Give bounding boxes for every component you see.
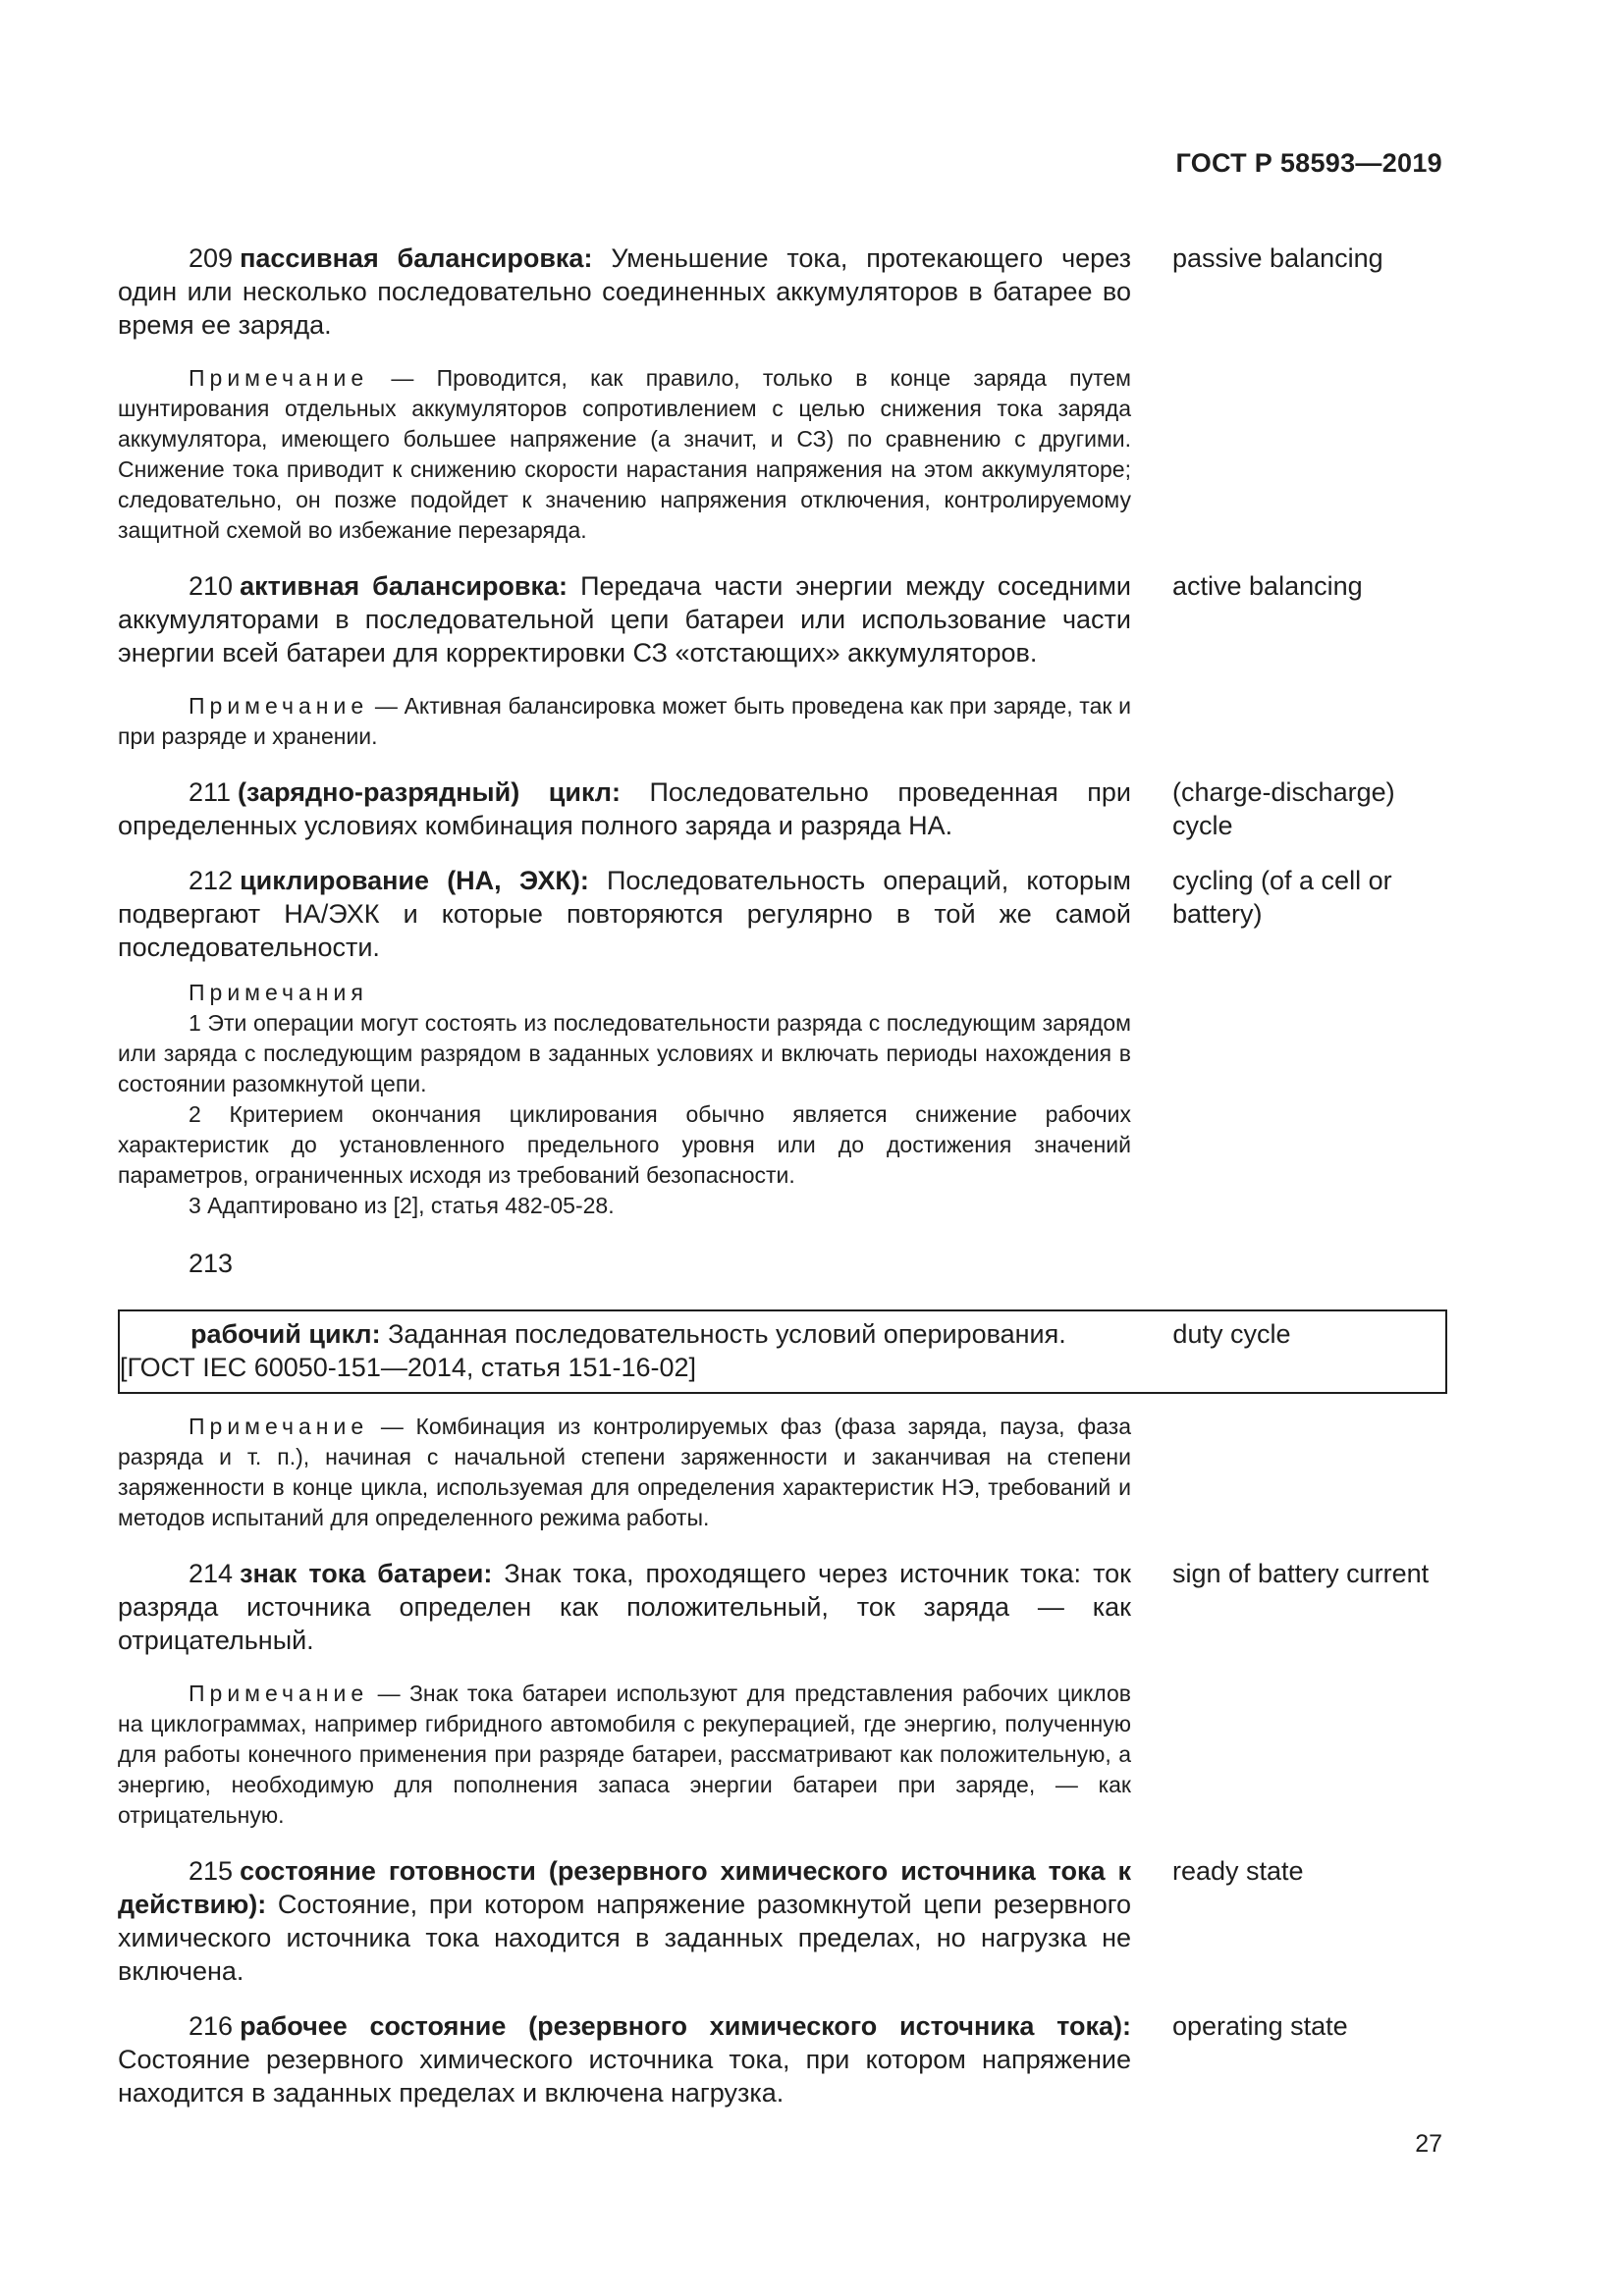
term-entry-209 <box>118 241 1445 342</box>
note-label: Примечание <box>189 1681 369 1706</box>
term-reference: [ГОСТ IEC 60050-151—2014, статья 151-16-02] <box>120 1353 697 1382</box>
term-entry-216 <box>118 2009 1445 2109</box>
term-english: operating state <box>1172 2011 1348 2041</box>
term-entry-211 <box>118 775 1445 842</box>
term-definition <box>120 1317 1131 1384</box>
term-number: 211 <box>189 777 232 807</box>
term-number-213: 213 <box>189 1249 234 1278</box>
term-name: рабочий цикл: <box>190 1319 381 1349</box>
term-english: active balancing <box>1172 571 1363 601</box>
term-english: sign of battery current <box>1172 1559 1430 1588</box>
term-text: Уменьшение тока, протекающего через один или несколько последовательно соединенных аккумуляторов в батарее во время ее заряда. <box>118 243 1131 340</box>
term-entry-213-box <box>118 1309 1447 1394</box>
term-english: passive balancing <box>1172 243 1383 273</box>
term-definition <box>118 864 1131 964</box>
term-name: рабочее состояние (резервного химического источника тока): <box>240 2011 1131 2041</box>
term-name: циклирование (НА, ЭХК): <box>240 866 589 895</box>
term-text: Последовательно проведенная при определенных условиях комбинация полного заряда и разряда НА. <box>118 777 1131 840</box>
note-label: Примечание <box>189 1414 369 1439</box>
term-number: 214 <box>189 1559 234 1588</box>
term-name: пассивная балансировка: <box>240 243 593 273</box>
note-text: — Знак тока батареи используют для представления рабочих циклов на циклограммах, например гибридного автомобиля с рекуперацией, где энергию, полученную для работы конечного применения при разряде батареи, рассматривают как положительную, а энергию, необходимую для пополнения запаса энергии батареи при заряде, — как отрицательную. <box>118 1681 1131 1828</box>
term-text: Последовательность операций, которым подвергают НА/ЭХК и которые повторяются регулярно в той же самой последовательности. <box>118 866 1131 962</box>
term-text: Передача части энергии между соседними аккумуляторами в последовательной цепи батареи или использование части энергии всей батареи для корректировки СЗ «отстающих» аккумуляторов. <box>118 571 1131 667</box>
term-definition <box>118 569 1131 669</box>
notes-212 <box>118 978 1131 1221</box>
note-210 <box>118 691 1131 752</box>
term-text: Заданная последовательность условий оперирования. <box>380 1319 1066 1349</box>
document-body <box>118 241 1445 2131</box>
term-definition <box>118 775 1131 842</box>
term-number: 209 <box>189 243 234 273</box>
note-label: Примечание <box>189 693 369 719</box>
term-english: (charge-discharge) cycle <box>1172 777 1395 840</box>
term-definition <box>118 241 1131 342</box>
term-english: ready state <box>1172 1856 1304 1886</box>
term-name: состояние готовности (резервного химического источника тока к действию): <box>118 1856 1131 1919</box>
term-number: 212 <box>189 866 234 895</box>
note-text: — Комбинация из контролируемых фаз (фаза заряда, пауза, фаза разряда и т. п.), начиная с начальной степени заряженности и заканчивая на степени заряженности в конце цикла, используемая для определения характеристик НЭ, требований и методов испытаний для определенного режима работы. <box>118 1414 1131 1530</box>
term-definition <box>118 1557 1131 1657</box>
term-name: знак тока батареи: <box>240 1559 493 1588</box>
note-item-2: 2 Критерием окончания циклирования обычно является снижение рабочих характеристик до установленного предельного уровня или до достижения значений параметров, ограниченных исходя из требований безопасности. <box>118 1101 1131 1188</box>
term-text: Знак тока, проходящего через источник тока: ток разряда источника определен как положительный, ток заряда — как отрицательный. <box>118 1559 1131 1655</box>
note-text: — Проводится, как правило, только в конце заряда путем шунтирования отдельных аккумуляторов сопротивлением с целью снижения тока заряда аккумулятора, имеющего большее напряжение (а значит, и СЗ) по сравнению с другими. Снижение тока приводит к снижению скорости нарастания напряжения на этом аккумуляторе; следовательно, он позже подойдет к значению напряжения отключения, контролируемому защитной схемой во избежание перезаряда. <box>118 365 1131 543</box>
term-text: Состояние резервного химического источника тока, при котором напряжение находится в заданных пределах и включена нагрузка. <box>118 2045 1131 2108</box>
document-header: ГОСТ Р 58593—2019 <box>1175 148 1442 178</box>
term-entry-210 <box>118 569 1445 669</box>
note-item-3: 3 Адаптировано из [2], статья 482-05-28. <box>189 1193 615 1218</box>
page-number: 27 <box>1415 2130 1442 2158</box>
term-name: (зарядно-разрядный) цикл: <box>238 777 621 807</box>
note-209 <box>118 363 1131 546</box>
term-english: cycling (of a cell or battery) <box>1172 866 1392 929</box>
term-definition <box>118 1854 1131 1988</box>
term-definition <box>118 2009 1131 2109</box>
note-text: — Активная балансировка может быть проведена как при заряде, так и при разряде и хранении. <box>118 693 1131 749</box>
term-number: 210 <box>189 571 234 601</box>
term-number: 216 <box>189 2011 234 2041</box>
term-name: активная балансировка: <box>240 571 568 601</box>
term-number: 215 <box>189 1856 234 1886</box>
term-english: duty cycle <box>1172 1319 1291 1349</box>
note-item-1: 1 Эти операции могут состоять из последовательности разряда с последующим зарядом или заряда с последующим разрядом в заданных условиях и включать периоды нахождения в состоянии разомкнутой цепи. <box>118 1010 1131 1096</box>
note-213 <box>118 1412 1131 1533</box>
note-214 <box>118 1679 1131 1831</box>
term-entry-212 <box>118 864 1445 964</box>
term-text: Состояние, при котором напряжение разомкнутой цепи резервного химического источника тока находится в заданных пределах, но нагрузка не включена. <box>118 1890 1131 1986</box>
note-label: Примечание <box>189 365 369 391</box>
term-entry-215 <box>118 1854 1445 1988</box>
term-entry-214 <box>118 1557 1445 1657</box>
notes-heading: Примечания <box>189 980 368 1005</box>
